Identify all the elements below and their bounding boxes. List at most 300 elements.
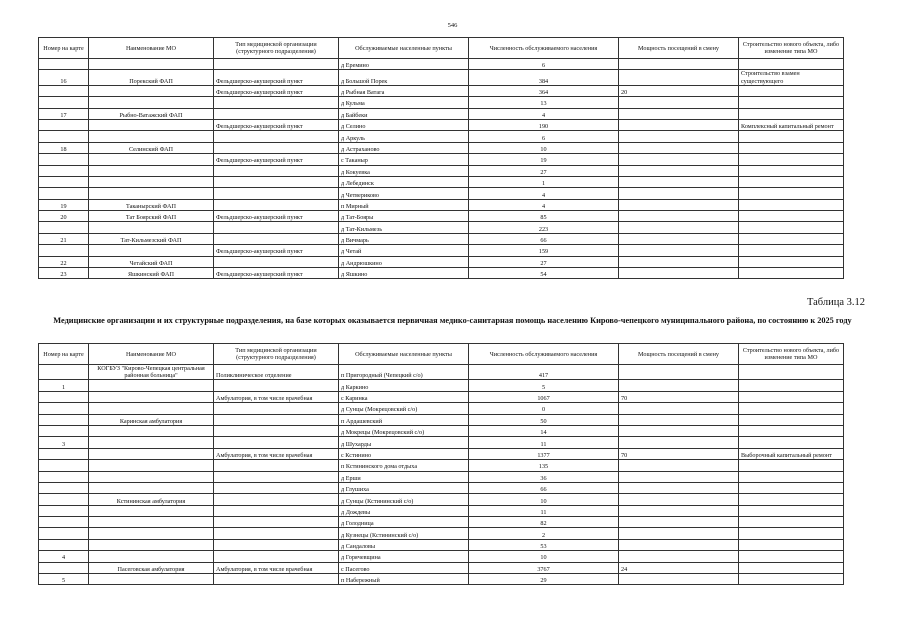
table-cell [39, 494, 89, 505]
table-cell [619, 233, 739, 244]
table-cell [39, 528, 89, 539]
table-cell: Фельдшерско-акушерский пункт [214, 245, 339, 256]
table-cell [39, 176, 89, 187]
table-cell [39, 539, 89, 550]
table-cell: д Дождевы [339, 505, 469, 516]
table-cell: д Кузнецы (Кстининский с/о) [339, 528, 469, 539]
table-cell: 5 [39, 574, 89, 585]
table-cell [619, 245, 739, 256]
table-row [39, 425, 844, 436]
table-cell [89, 131, 214, 142]
table-cell [739, 154, 844, 165]
table-cell: 135 [469, 460, 619, 471]
table-cell [89, 165, 214, 176]
table-cell: д Ерши [339, 471, 469, 482]
table-cell [619, 505, 739, 516]
table-cell: Поликлиническое отделение [214, 365, 339, 380]
table-cell: 364 [469, 85, 619, 96]
table-cell: д Четай [339, 245, 469, 256]
table-cell [89, 517, 214, 528]
table-row [39, 165, 844, 176]
table-row [39, 233, 844, 244]
table-cell [214, 176, 339, 187]
table-cell: 4 [469, 188, 619, 199]
table-cell [214, 505, 339, 516]
table-cell [214, 437, 339, 448]
table-cell [214, 414, 339, 425]
table-cell [619, 142, 739, 153]
table-cell: 53 [469, 539, 619, 550]
table-cell [739, 85, 844, 96]
table-cell [739, 391, 844, 402]
table-cell [39, 460, 89, 471]
table-cell [619, 165, 739, 176]
table-cell [214, 471, 339, 482]
table-cell [739, 482, 844, 493]
table-cell [89, 505, 214, 516]
table-cell [89, 574, 214, 585]
table-cell: д Рыбная Ватага [339, 85, 469, 96]
table-cell [214, 188, 339, 199]
table-cell: Пасеговская амбулатория [89, 562, 214, 573]
table-cell: Каринская амбулатория [89, 414, 214, 425]
table-cell [619, 222, 739, 233]
table-cell [739, 108, 844, 119]
page-number: 546 [447, 22, 458, 29]
table-cell [214, 460, 339, 471]
table-cell: 159 [469, 245, 619, 256]
table-cell: д Лебединск [339, 176, 469, 187]
table-cell: 10 [469, 551, 619, 562]
table-cell [739, 403, 844, 414]
table-cell: д Глушиха [339, 482, 469, 493]
table-row [39, 448, 844, 459]
table-cell [39, 517, 89, 528]
table-cell [619, 188, 739, 199]
table-body [39, 59, 844, 279]
table-cell: 20 [619, 85, 739, 96]
table-cell: д Яшкино [339, 268, 469, 279]
table-cell: д Четвериково [339, 188, 469, 199]
table-body [39, 365, 844, 585]
table-cell: 16 [39, 70, 89, 85]
header-cell: Строительство нового объекта, либо изменение типа МО [739, 38, 844, 59]
table-cell [739, 188, 844, 199]
table-cell [39, 119, 89, 130]
table-cell [739, 131, 844, 142]
table-cell: 50 [469, 414, 619, 425]
table-cell: Выборочный капитальный ремонт [739, 448, 844, 459]
table-cell [39, 425, 89, 436]
table-cell: Яшкинский ФАП [89, 268, 214, 279]
table-cell [214, 425, 339, 436]
table-cell [39, 165, 89, 176]
table-cell: 66 [469, 233, 619, 244]
table-cell: д Большой Порек [339, 70, 469, 85]
table-cell: п Пригородный (Чепецкий с/о) [339, 365, 469, 380]
table-cell: п Ардашевский [339, 414, 469, 425]
table-cell [89, 437, 214, 448]
table-cell [619, 437, 739, 448]
table-cell: 29 [469, 574, 619, 585]
table-row [39, 517, 844, 528]
table-row [39, 119, 844, 130]
header-cell: Наименование МО [89, 38, 214, 59]
table-cell [619, 414, 739, 425]
table-cell [739, 505, 844, 516]
table-cell: 10 [469, 142, 619, 153]
table-row [39, 505, 844, 516]
table-cell [39, 505, 89, 516]
table-cell [739, 268, 844, 279]
table-row [39, 199, 844, 210]
table-cell [619, 211, 739, 222]
table-cell [214, 551, 339, 562]
table-cell: 11 [469, 437, 619, 448]
header-cell: Тип медицинской организации (структурного подразделения) [214, 344, 339, 365]
table-cell: 6 [469, 131, 619, 142]
table-cell [739, 460, 844, 471]
table-cell: Фельдшерско-акушерский пункт [214, 70, 339, 85]
table-cell [619, 494, 739, 505]
table-cell: 3 [39, 437, 89, 448]
table-row [39, 154, 844, 165]
table-cell [619, 482, 739, 493]
header-cell: Тип медицинской организации (структурного подразделения) [214, 38, 339, 59]
table-cell [619, 268, 739, 279]
table-cell: Строительство взамен существующего [739, 70, 844, 85]
table-cell [619, 176, 739, 187]
table-cell [739, 517, 844, 528]
table-cell: 11 [469, 505, 619, 516]
table-cell [619, 539, 739, 550]
table-cell: д Аркуль [339, 131, 469, 142]
table-cell: 70 [619, 391, 739, 402]
table-cell [739, 380, 844, 391]
table-cell: с Кстинино [339, 448, 469, 459]
table-cell: 417 [469, 365, 619, 380]
table-cell [739, 59, 844, 70]
table-cell [739, 528, 844, 539]
table-cell [214, 574, 339, 585]
table-cell [39, 403, 89, 414]
table-cell: д Тат-Кильмезь [339, 222, 469, 233]
table-cell: д Кульма [339, 97, 469, 108]
table-cell: 27 [469, 256, 619, 267]
table-cell: д Сандаловы [339, 539, 469, 550]
table-cell [89, 85, 214, 96]
table-cell [739, 245, 844, 256]
table-cell [89, 528, 214, 539]
table-cell [89, 222, 214, 233]
table-cell [89, 539, 214, 550]
table-cell: 1 [39, 380, 89, 391]
table-cell: 23 [39, 268, 89, 279]
table-cell [214, 165, 339, 176]
table-cell [214, 199, 339, 210]
table-cell [39, 471, 89, 482]
table-row [39, 380, 844, 391]
table-label: Таблица 3.12 [806, 297, 865, 308]
table-cell [89, 380, 214, 391]
table-header-row [39, 344, 844, 365]
table-cell [39, 448, 89, 459]
table-cell: д Горячевщина [339, 551, 469, 562]
table-cell [619, 108, 739, 119]
table-cell [739, 471, 844, 482]
table-cell: 4 [39, 551, 89, 562]
table-cell [89, 448, 214, 459]
table-cell [39, 85, 89, 96]
table-row [39, 403, 844, 414]
table-cell: 21 [39, 233, 89, 244]
table-cell [739, 165, 844, 176]
table-cell [619, 471, 739, 482]
table-cell [739, 562, 844, 573]
table-cell [39, 222, 89, 233]
table-cell: 66 [469, 482, 619, 493]
table-row [39, 528, 844, 539]
table-cell: 85 [469, 211, 619, 222]
table-row [39, 365, 844, 380]
table-row [39, 245, 844, 256]
table-cell [89, 188, 214, 199]
table-cell: КОГБУЗ "Кирово-Чепецкая центральная районная больница" [89, 365, 214, 380]
table-cell [39, 154, 89, 165]
table-cell [89, 391, 214, 402]
table-row [39, 562, 844, 573]
table-cell [214, 131, 339, 142]
table-row [39, 391, 844, 402]
table-cell: д Каркино [339, 380, 469, 391]
table-cell [89, 460, 214, 471]
table-cell: Фельдшерско-акушерский пункт [214, 211, 339, 222]
table-cell [89, 471, 214, 482]
table-row [39, 211, 844, 222]
table-row [39, 539, 844, 550]
table-cell [214, 59, 339, 70]
table-cell: Рыбно-Ватажский ФАП [89, 108, 214, 119]
table-cell [89, 245, 214, 256]
table-cell [619, 119, 739, 130]
facilities-table [38, 343, 844, 585]
table-cell [619, 131, 739, 142]
table-cell: Амбулатория, в том числе врачебная [214, 562, 339, 573]
table-cell: Тат-Кильмезский ФАП [89, 233, 214, 244]
table-cell: 70 [619, 448, 739, 459]
table-cell [619, 70, 739, 85]
table-cell [619, 528, 739, 539]
table-row [39, 551, 844, 562]
table-cell: 6 [469, 59, 619, 70]
table-cell: 82 [469, 517, 619, 528]
table-cell [739, 365, 844, 380]
table-cell [89, 551, 214, 562]
table-cell [39, 245, 89, 256]
table-cell [619, 59, 739, 70]
table-cell [739, 222, 844, 233]
table-cell: Таканырский ФАП [89, 199, 214, 210]
table-cell [739, 176, 844, 187]
table-cell [739, 142, 844, 153]
table-cell: 1067 [469, 391, 619, 402]
table-cell [214, 222, 339, 233]
table-cell [739, 437, 844, 448]
table-cell [39, 59, 89, 70]
table-cell [619, 517, 739, 528]
table-cell [739, 551, 844, 562]
header-cell: Численность обслуживаемого населения [469, 38, 619, 59]
table-cell: д Сунцы (Кстининский с/о) [339, 494, 469, 505]
table-cell: 223 [469, 222, 619, 233]
table-row [39, 256, 844, 267]
table-cell: 4 [469, 108, 619, 119]
header-cell: Номер на карте [39, 38, 89, 59]
table-cell: 1377 [469, 448, 619, 459]
header-cell: Номер на карте [39, 344, 89, 365]
table-cell: Тат Боярский ФАП [89, 211, 214, 222]
table-cell [619, 97, 739, 108]
table-cell: 0 [469, 403, 619, 414]
facilities-table-continued [38, 37, 844, 279]
table-cell: п Мирный [339, 199, 469, 210]
table-row [39, 188, 844, 199]
table-cell: 22 [39, 256, 89, 267]
table-cell [89, 482, 214, 493]
table-cell: Селинский ФАП [89, 142, 214, 153]
table-cell: 5 [469, 380, 619, 391]
table-cell [214, 403, 339, 414]
header-cell: Обслуживаемые населенные пункты [339, 38, 469, 59]
table-cell [619, 460, 739, 471]
table-cell [619, 551, 739, 562]
table-cell [619, 256, 739, 267]
table-cell [89, 425, 214, 436]
table-cell [89, 176, 214, 187]
table-row [39, 471, 844, 482]
table-cell: 54 [469, 268, 619, 279]
table-title: Медицинские организации и их структурные подразделения, на базе которых оказывается первичная медико-санитарная помощь населению Кирово-чепецкого муниципального района, по состоянию к 2025 году [53, 316, 852, 325]
table-row [39, 414, 844, 425]
table-cell [214, 233, 339, 244]
table-row [39, 482, 844, 493]
table-cell [739, 97, 844, 108]
table-cell: Комплексный капитальный ремонт [739, 119, 844, 130]
table-row [39, 460, 844, 471]
table-cell [89, 403, 214, 414]
table-cell [214, 380, 339, 391]
header-cell: Численность обслуживаемого населения [469, 344, 619, 365]
table-cell: 190 [469, 119, 619, 130]
table-cell [89, 154, 214, 165]
table-cell: Фельдшерско-акушерский пункт [214, 119, 339, 130]
table-row [39, 574, 844, 585]
table-cell [214, 539, 339, 550]
header-cell: Наименование МО [89, 344, 214, 365]
header-cell: Строительство нового объекта, либо изменение типа МО [739, 344, 844, 365]
table-cell: 19 [39, 199, 89, 210]
header-cell: Обслуживаемые населенные пункты [339, 344, 469, 365]
table-cell: 20 [39, 211, 89, 222]
table-cell: д Тат-Бояры [339, 211, 469, 222]
table-row [39, 108, 844, 119]
table-cell: 4 [469, 199, 619, 210]
table-cell: 14 [469, 425, 619, 436]
table-cell: д Кокуевка [339, 165, 469, 176]
table-cell [89, 97, 214, 108]
table-row [39, 176, 844, 187]
table-cell: Четайский ФАП [89, 256, 214, 267]
table-cell: 2 [469, 528, 619, 539]
table-cell: д Байбеки [339, 108, 469, 119]
table-row [39, 59, 844, 70]
table-cell [214, 528, 339, 539]
table-cell [89, 59, 214, 70]
table-cell: с Таканыр [339, 154, 469, 165]
table-cell: Порекский ФАП [89, 70, 214, 85]
table-cell [39, 562, 89, 573]
table-cell: Фельдшерско-акушерский пункт [214, 85, 339, 96]
table-cell: д Астраханово [339, 142, 469, 153]
table-cell [214, 256, 339, 267]
table-cell: Кстининская амбулатория [89, 494, 214, 505]
table-cell [39, 97, 89, 108]
table-cell: Амбулатория, в том числе врачебная [214, 391, 339, 402]
table-cell: 17 [39, 108, 89, 119]
table-cell: Фельдшерско-акушерский пункт [214, 154, 339, 165]
table-cell: п Набережный [339, 574, 469, 585]
table-row [39, 494, 844, 505]
table-header-row [39, 38, 844, 59]
table-cell: 1 [469, 176, 619, 187]
table-cell: п Кстининского дома отдыха [339, 460, 469, 471]
table-cell [739, 539, 844, 550]
table-cell [619, 574, 739, 585]
table-cell: 27 [469, 165, 619, 176]
table-row [39, 142, 844, 153]
table-cell: 18 [39, 142, 89, 153]
table-cell: с Каринка [339, 391, 469, 402]
table-row [39, 222, 844, 233]
table-cell: 384 [469, 70, 619, 85]
table-cell: д Еремино [339, 59, 469, 70]
table-cell [39, 365, 89, 380]
table-cell [39, 188, 89, 199]
table-cell: д Вичмарь [339, 233, 469, 244]
table-cell: д Сунцы (Мокрецовский с/о) [339, 403, 469, 414]
table-cell [619, 199, 739, 210]
table-cell [619, 380, 739, 391]
table-cell: с Пасегово [339, 562, 469, 573]
table-cell [739, 425, 844, 436]
table-cell [214, 517, 339, 528]
table-row [39, 70, 844, 85]
table-cell: д Селино [339, 119, 469, 130]
table-cell [214, 108, 339, 119]
table-cell [214, 142, 339, 153]
table-row [39, 131, 844, 142]
table-row [39, 437, 844, 448]
table-cell: 24 [619, 562, 739, 573]
table-cell [739, 574, 844, 585]
table-cell [739, 199, 844, 210]
table-cell [739, 233, 844, 244]
table-cell: д Шухарды [339, 437, 469, 448]
header-cell: Мощность посещений в смену [619, 38, 739, 59]
table-cell: 3767 [469, 562, 619, 573]
table-cell: 19 [469, 154, 619, 165]
table-row [39, 85, 844, 96]
